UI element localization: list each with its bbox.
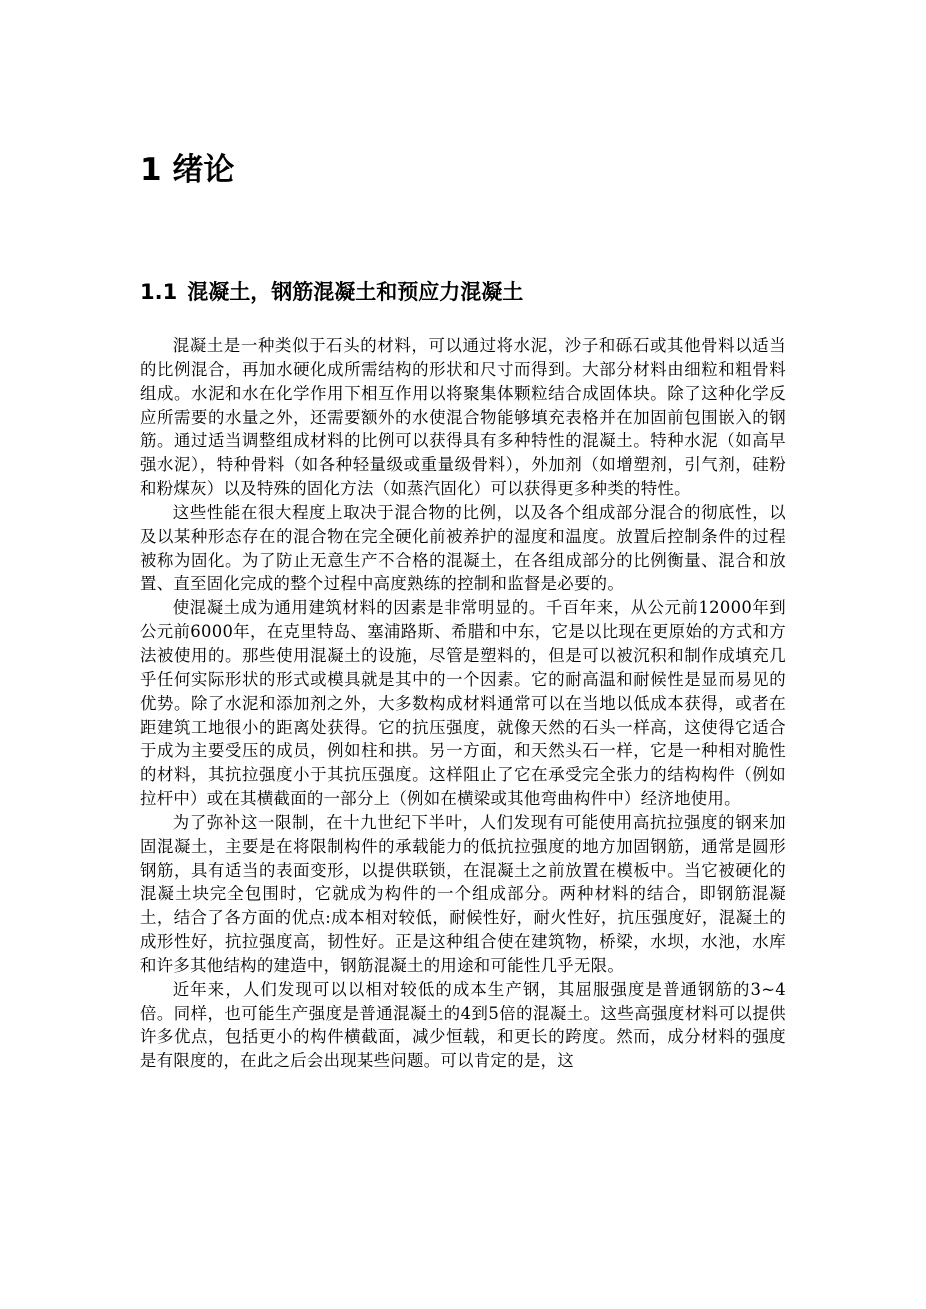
body-text [140,334,786,1073]
section-heading [140,276,523,308]
section-number: 1.1 [140,280,178,304]
paragraph: 这些性能在很大程度上取决于混合物的比例，以及各个组成部分混合的彻底性，以及以某种形态存在的混合物在完全硬化前被养护的湿度和温度。放置后控制条件的过程被称为固化。为了防止无意生产不合格的混凝土，在各组成部分的比例衡量、混合和放置、直至固化完成的整个过程中高度熟练的控制和监督是必要的。 [140,502,786,594]
paragraph: 混凝土是一种类似于石头的材料，可以通过将水泥，沙子和砾石或其他骨料以适当的比例混合，再加水硬化成所需结构的形状和尺寸而得到。大部分材料由细粒和粗骨料组成。水泥和水在化学作用下相互作用以将聚集体颗粒结合成固体块。除了这种化学反应所需要的水量之外，还需要额外的水使混合物能够填充表格并在加固前包围嵌入的钢筋。通过适当调整组成材料的比例可以获得具有多种特性的混凝土。特种水泥（如高早强水泥），特种骨料（如各种轻量级或重量级骨料），外加剂（如增塑剂，引气剂，硅粉和粉煤灰）以及特殊的固化方法（如蒸汽固化）可以获得更多种类的特性。 [140,336,786,499]
section-title-text: 混凝土，钢筋混凝土和预应力混凝土 [187,280,524,304]
chapter-title: 1 绪论 [140,152,235,188]
paragraph: 近年来，人们发现可以以相对较低的成本生产钢，其屈服强度是普通钢筋的3~4倍。同样，也可能生产强度是普通混凝土的4到5倍的混凝土。这些高强度材料可以提供许多优点，包括更小的构件横截面，减少恒载，和更长的跨度。然而，成分材料的强度是有限度的，在此之后会出现某些问题。可以肯定的是，这 [140,979,786,1071]
paragraph: 为了弥补这一限制，在十九世纪下半叶，人们发现有可能使用高抗拉强度的钢来加固混凝土，主要是在将限制构件的承载能力的低抗拉强度的地方加固钢筋，通常是圆形钢筋，具有适当的表面变形，以提供联锁，在混凝土之前放置在模板中。当它被硬化的混凝土块完全包围时，它就成为构件的一个组成部分。两种材料的结合，即钢筋混凝土，结合了各方面的优点:成本相对较低，耐候性好，耐火性好，抗压强度好，混凝土的成形性好，抗拉强度高，韧性好。正是这种组合使在建筑物，桥梁，水坝，水池，水库和许多其他结构的建造中，钢筋混凝土的用途和可能性几乎无限。 [140,812,786,975]
paragraph: 使混凝土成为通用建筑材料的因素是非常明显的。千百年来，从公元前12000年到公元前6000年，在克里特岛、塞浦路斯、希腊和中东，它是以比现在更原始的方式和方法被使用的。那些使用混凝土的设施，尽管是塑料的，但是可以被沉积和制作成填充几乎任何实际形状的形式或模具就是其中的一个因素。它的耐高温和耐候性是显而易见的优势。除了水泥和添加剂之外，大多数构成材料通常可以在当地以低成本获得，或者在距建筑工地很小的距离处获得。它的抗压强度，就像天然的石头一样高，这使得它适合于成为主要受压的成员，例如柱和拱。另一方面，和天然头石一样，它是一种相对脆性的材料，其抗拉强度小于其抗压强度。这样阻止了它在承受完全张力的结构构件（例如拉杆中）或在其横截面的一部分上（例如在横梁或其他弯曲构件中）经济地使用。 [140,598,786,809]
